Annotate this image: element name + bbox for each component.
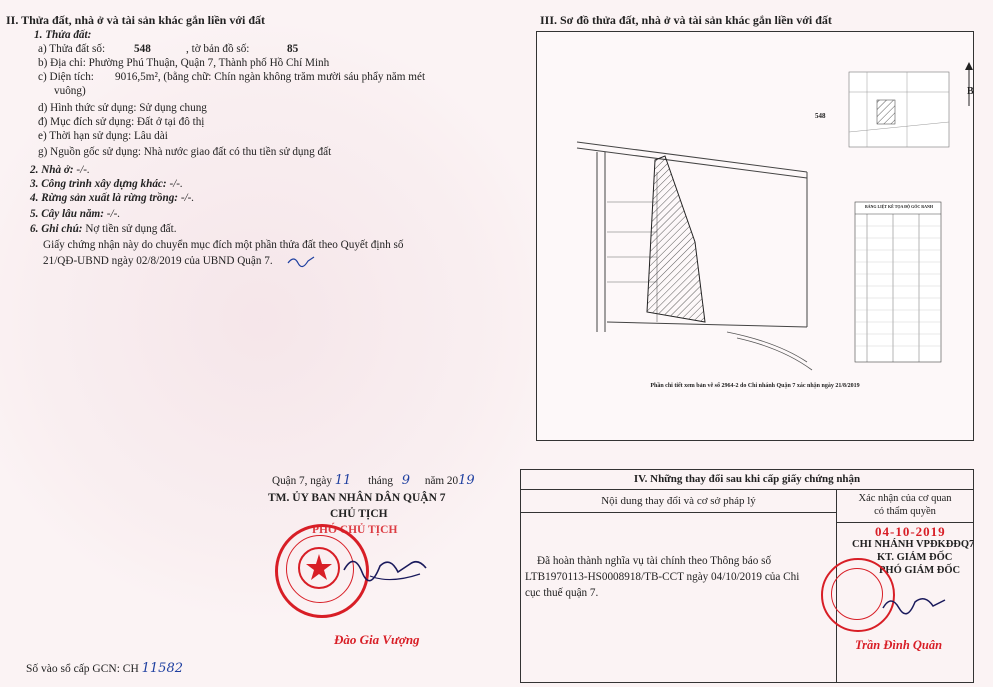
chairman-name: Đào Gia Vượng (334, 632, 420, 647)
chairman-signature-icon (340, 548, 430, 588)
house-value: -/-. (76, 164, 90, 176)
change-line-1: Đã hoàn thành nghĩa vụ tài chính theo Thông báo số (537, 555, 772, 567)
other-works-heading: 3. Công trình xây dựng khác: (30, 178, 167, 190)
confirm-header-line-2: có thẩm quyền (874, 506, 936, 517)
director-name: Trần Đình Quân (855, 638, 943, 652)
role-title: CHỦ TỊCH (330, 508, 388, 520)
month-label: tháng (368, 475, 393, 487)
usage-form: d) Hình thức sử dụng: Sử dụng chung (38, 102, 207, 114)
other-works-row (30, 178, 183, 191)
parcel-map-frame (536, 31, 974, 441)
forest-row (30, 192, 194, 205)
changes-col-confirm-header (837, 490, 973, 523)
map-sheet-label: , tờ bản đồ số: (186, 43, 250, 55)
note-heading: 6. Ghi chú: (30, 223, 83, 235)
place-date-prefix: Quận 7, ngày (272, 475, 332, 487)
coordinate-table (855, 202, 941, 362)
house-row (30, 164, 90, 177)
coordinate-table-title: BẢNG LIỆT KÊ TỌA ĐỘ GÓC RANH (864, 204, 934, 209)
forest-value: -/-. (180, 192, 195, 204)
parcel-number-label: a) Thửa đất số: (38, 43, 106, 55)
changes-col-content (521, 513, 837, 682)
other-works-value: -/-. (169, 178, 183, 190)
kt-director: KT. GIÁM ĐỐC (877, 552, 953, 563)
house-heading: 2. Nhà ở: (30, 164, 74, 176)
director-signature-icon (879, 588, 949, 618)
note-line-2: 21/QĐ-UBND ngày 02/8/2019 của UBND Quận 7. (43, 255, 273, 267)
inset-map (849, 72, 949, 147)
parcel-number: 548 (134, 43, 151, 55)
issuing-org: TM. ỦY BAN NHÂN DÂN QUẬN 7 (268, 492, 446, 504)
perennial-heading: 5. Cây lâu năm: (30, 208, 104, 220)
changes-table (520, 469, 974, 683)
place-date (272, 474, 475, 488)
section-4-title: IV. Những thay đổi sau khi cấp giấy chứng nhận (521, 470, 973, 490)
area-value: 9016,5m², (bằng chữ: Chín ngàn không trăm mười sáu phẩy năm mét (115, 71, 426, 83)
changes-col-content-header: Nội dung thay đổi và cơ sở pháp lý (521, 490, 837, 513)
sign-day: 11 (334, 473, 352, 488)
section-2-title: II. Thửa đất, nhà ở và tài sản khác gắn liền với đất (6, 13, 266, 27)
usage-term: e) Thời hạn sử dụng: Lâu dài (38, 130, 168, 142)
registry-label: Số vào sổ cấp GCN: CH (26, 663, 139, 675)
forest-heading: 4. Rừng sản xuất là rừng trồng: (30, 192, 179, 204)
usage-purpose: đ) Mục đích sử dụng: Đất ở tại đô thị (38, 116, 205, 128)
registry-value: 11582 (141, 661, 183, 676)
registry-number (26, 662, 183, 676)
parcel-label: 548 (815, 112, 826, 120)
change-line-3: cục thuế quận 7. (525, 587, 599, 599)
sign-month: 9 (401, 473, 411, 488)
perennial-row (30, 208, 120, 221)
north-label: B (967, 86, 974, 97)
area-label: c) Diện tích: (38, 71, 94, 83)
sign-year: 19 (458, 473, 475, 488)
confirmation-date-stamp: 04-10-2019 (875, 524, 946, 539)
parcel-map (537, 32, 973, 440)
year-label: năm 20 (424, 475, 459, 487)
address: b) Địa chỉ: Phường Phú Thuận, Quận 7, Thành phố Hồ Chí Minh (38, 57, 330, 69)
note-line-1: Giấy chứng nhận này do chuyển mục đích một phần thửa đất theo Quyết định số (43, 239, 404, 251)
perennial-value: -/-. (106, 208, 121, 220)
usage-origin: g) Nguồn gốc sử dụng: Nhà nước giao đất có thu tiền sử dụng đất (38, 146, 332, 158)
land-parcel-heading: 1. Thửa đất: (34, 29, 92, 41)
section-3-title: III. Sơ đồ thửa đất, nhà ở và tài sản khác gắn liền với đất (540, 13, 832, 27)
initial-mark-icon (286, 253, 316, 269)
area-value-cont: vuông) (54, 85, 86, 97)
confirm-header-line-1: Xác nhận của cơ quan (858, 493, 952, 504)
vice-director: PHÓ GIÁM ĐỐC (879, 565, 961, 576)
parcel-548-shape (647, 156, 705, 322)
note-row (30, 223, 177, 236)
vice-role-title: PHÓ CHỦ TỊCH (312, 524, 398, 536)
map-caption: Phần chi tiết xem bản vẽ số 2964-2 do Chi nhánh Quận 7 xác nhận ngày 21/8/2019 (650, 383, 860, 389)
map-sheet-number: 85 (287, 43, 299, 55)
note-value: Nợ tiền sử dụng đất. (85, 223, 177, 235)
branch-name: CHI NHÁNH VPĐKĐĐQ7 (852, 539, 975, 550)
change-line-2: LTB1970113-HS0008918/TB-CCT ngày 04/10/2019 của Chi (525, 571, 800, 583)
north-arrow-icon (962, 62, 976, 108)
